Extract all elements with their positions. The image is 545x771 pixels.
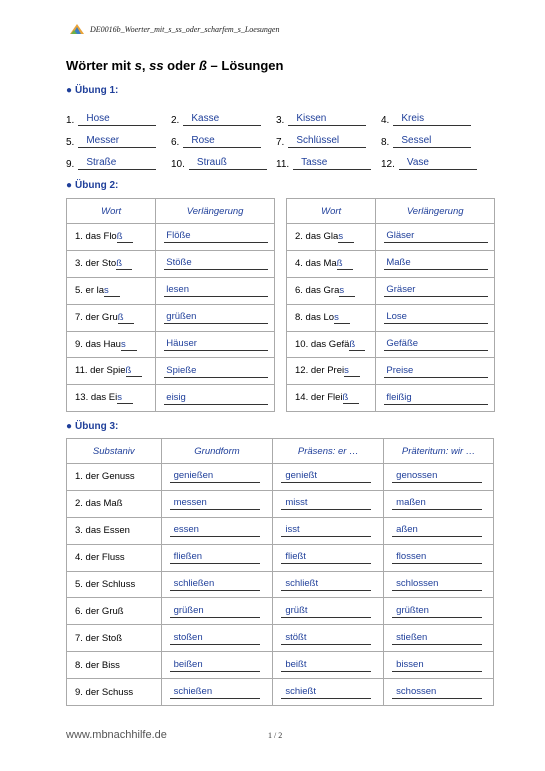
word-cell xyxy=(287,385,376,412)
table-row xyxy=(67,304,275,331)
pres-cell xyxy=(273,490,384,517)
word-cell xyxy=(287,277,376,304)
past-field[interactable]: grüßten xyxy=(392,605,482,618)
answer-field[interactable]: Hose xyxy=(78,113,156,126)
uebung1-row xyxy=(66,152,486,174)
table-row xyxy=(67,652,494,679)
letter-fill-field[interactable]: ß xyxy=(117,232,133,243)
extension-field[interactable]: fleißig xyxy=(384,392,488,405)
past-field[interactable]: stießen xyxy=(392,632,482,645)
answer-field[interactable]: Messer xyxy=(78,135,156,148)
past-cell xyxy=(384,490,494,517)
answer-field[interactable]: Vase xyxy=(399,157,477,170)
pres-field[interactable]: fließt xyxy=(281,551,371,564)
pres-cell xyxy=(273,679,384,706)
letter-fill-field[interactable]: ß xyxy=(126,366,142,377)
noun-cell: 3. das Essen xyxy=(67,517,162,544)
document-id: DE0016b_Woerter_mit_s_ss_oder_scharfem_s_Loesungen xyxy=(90,24,280,34)
table-row xyxy=(67,277,275,304)
noun-cell: 2. das Maß xyxy=(67,490,162,517)
uebung2-table-left xyxy=(66,198,275,412)
table-row xyxy=(67,331,275,358)
past-field[interactable]: schlossen xyxy=(392,578,482,591)
item-number: 6. xyxy=(171,136,180,148)
pres-field[interactable]: isst xyxy=(281,524,371,537)
word-cell xyxy=(287,250,376,277)
table-row xyxy=(287,250,495,277)
section-heading-uebung3: ● Übung 3: xyxy=(66,421,119,432)
base-field[interactable]: essen xyxy=(170,524,260,537)
extension-cell xyxy=(376,358,495,385)
base-cell xyxy=(161,625,273,652)
noun-cell: 7. der Stoß xyxy=(67,625,162,652)
extension-field[interactable]: Flöße xyxy=(164,230,268,243)
uebung1-item xyxy=(381,113,486,126)
letter-fill-field[interactable]: s xyxy=(117,393,133,404)
extension-cell xyxy=(156,358,275,385)
word-cell xyxy=(67,331,156,358)
base-field[interactable]: stoßen xyxy=(170,632,260,645)
extension-field[interactable]: eisig xyxy=(164,392,268,405)
pres-cell xyxy=(273,544,384,571)
extension-field[interactable]: Lose xyxy=(384,311,488,324)
table-row xyxy=(67,250,275,277)
uebung1-item xyxy=(381,157,486,170)
extension-cell xyxy=(376,304,495,331)
section-heading-uebung2: ● Übung 2: xyxy=(66,180,119,191)
uebung1-item xyxy=(276,135,381,148)
table-row xyxy=(287,358,495,385)
pres-cell xyxy=(273,517,384,544)
word-prefix: 6. das Gra xyxy=(295,284,340,296)
past-field[interactable]: flossen xyxy=(392,551,482,564)
page-number: 1 / 2 xyxy=(268,731,283,740)
extension-cell xyxy=(376,250,495,277)
extension-cell xyxy=(376,385,495,412)
word-prefix: 4. das Ma xyxy=(295,257,337,269)
extension-field[interactable]: Gräser xyxy=(384,284,488,297)
uebung3-table xyxy=(66,438,494,706)
item-number: 12. xyxy=(381,158,395,170)
extension-cell xyxy=(376,331,495,358)
base-cell xyxy=(161,517,273,544)
base-field[interactable]: messen xyxy=(170,497,260,510)
extension-cell xyxy=(156,250,275,277)
table-row xyxy=(67,679,494,706)
letter-fill-field[interactable]: s xyxy=(334,313,350,324)
letter-fill-field[interactable]: ß xyxy=(116,259,132,270)
word-cell xyxy=(67,277,156,304)
answer-field[interactable]: Tasse xyxy=(293,157,371,170)
table-row xyxy=(67,517,494,544)
header-wort: Wort xyxy=(67,199,156,224)
uebung1-item xyxy=(171,135,276,148)
item-number: 11. xyxy=(276,158,290,170)
extension-field[interactable]: Gefäße xyxy=(384,338,488,351)
uebung1-item xyxy=(381,135,486,148)
past-cell xyxy=(384,544,494,571)
word-prefix: 2. das Gla xyxy=(295,230,339,242)
answer-field[interactable]: Kissen xyxy=(288,113,366,126)
past-field[interactable]: aßen xyxy=(392,524,482,537)
word-prefix: 9. das Hau xyxy=(75,338,121,350)
base-field[interactable]: schießen xyxy=(170,686,260,699)
letter-fill-field[interactable]: s xyxy=(339,286,355,297)
word-prefix: 11. der Spie xyxy=(75,365,126,377)
document-header xyxy=(70,24,279,34)
item-number: 9. xyxy=(66,158,75,170)
answer-field[interactable]: Strauß xyxy=(189,157,267,170)
extension-cell xyxy=(376,224,495,251)
extension-cell xyxy=(156,304,275,331)
uebung1-item xyxy=(171,113,276,126)
past-cell xyxy=(384,517,494,544)
pres-field[interactable]: genießt xyxy=(281,470,371,483)
pres-field[interactable]: beißt xyxy=(281,659,371,672)
noun-cell: 1. der Genuss xyxy=(67,464,162,491)
extension-field[interactable]: lesen xyxy=(164,284,268,297)
letter-fill-field[interactable]: s xyxy=(104,286,120,297)
letter-fill-field[interactable]: ß xyxy=(343,393,359,404)
table-row xyxy=(67,571,494,598)
word-cell xyxy=(287,358,376,385)
past-cell xyxy=(384,652,494,679)
pres-cell xyxy=(273,625,384,652)
past-field[interactable]: schossen xyxy=(392,686,482,699)
base-cell xyxy=(161,571,273,598)
word-prefix: 12. der Prei xyxy=(295,365,345,377)
word-cell xyxy=(67,304,156,331)
table-row xyxy=(67,385,275,412)
past-cell xyxy=(384,464,494,491)
word-cell xyxy=(67,385,156,412)
table-row xyxy=(67,464,494,491)
word-cell xyxy=(287,331,376,358)
base-cell xyxy=(161,464,273,491)
column-header: Präteritum: wir … xyxy=(384,439,494,464)
uebung1-item xyxy=(66,113,171,126)
word-prefix: 3. der Sto xyxy=(75,257,117,269)
column-header: Substaniv xyxy=(67,439,162,464)
table-row xyxy=(287,224,495,251)
word-cell xyxy=(287,224,376,251)
noun-cell: 9. der Schuss xyxy=(67,679,162,706)
section-heading-uebung1: ● Übung 1: xyxy=(66,85,119,96)
answer-field[interactable]: Kasse xyxy=(183,113,261,126)
pres-field[interactable]: schießt xyxy=(281,686,371,699)
word-prefix: 14. der Flei xyxy=(295,392,343,404)
answer-field[interactable]: Rose xyxy=(183,135,261,148)
title-oder: oder xyxy=(163,58,199,73)
uebung1-item xyxy=(276,113,381,126)
letter-fill-field[interactable]: ß xyxy=(349,340,365,351)
table-row xyxy=(287,385,495,412)
noun-cell: 5. der Schluss xyxy=(67,571,162,598)
pres-field[interactable]: stößt xyxy=(281,632,371,645)
uebung1-row xyxy=(66,108,486,130)
uebung1-grid xyxy=(66,108,486,174)
noun-cell: 8. der Biss xyxy=(67,652,162,679)
title-ss: ss xyxy=(149,58,164,73)
section-label: Übung 2: xyxy=(75,180,119,191)
pres-field[interactable]: grüßt xyxy=(281,605,371,618)
uebung1-item xyxy=(66,135,171,148)
base-field[interactable]: fließen xyxy=(170,551,260,564)
word-prefix: 1. das Flo xyxy=(75,230,117,242)
footer-url: www.mbnachhilfe.de xyxy=(66,729,167,741)
noun-cell: 4. der Fluss xyxy=(67,544,162,571)
extension-cell xyxy=(156,277,275,304)
pres-cell xyxy=(273,571,384,598)
base-field[interactable]: genießen xyxy=(170,470,260,483)
pres-cell xyxy=(273,598,384,625)
word-prefix: 13. das Ei xyxy=(75,392,118,404)
answer-field[interactable]: Sessel xyxy=(393,135,471,148)
extension-cell xyxy=(156,331,275,358)
pres-cell xyxy=(273,652,384,679)
extension-field[interactable]: Häuser xyxy=(164,338,268,351)
letter-fill-field[interactable]: s xyxy=(338,232,354,243)
column-header: Präsens: er … xyxy=(273,439,384,464)
header-verlaengerung: Verlängerung xyxy=(156,199,275,224)
word-cell xyxy=(287,304,376,331)
table-row xyxy=(67,544,494,571)
letter-fill-field[interactable]: ß xyxy=(118,313,134,324)
section-label: Übung 1: xyxy=(75,85,119,96)
uebung1-row xyxy=(66,130,486,152)
extension-field[interactable]: Spieße xyxy=(164,365,268,378)
pres-field[interactable]: misst xyxy=(281,497,371,510)
item-number: 2. xyxy=(171,114,180,126)
title-comma: , xyxy=(141,58,150,73)
base-cell xyxy=(161,490,273,517)
title-s: s xyxy=(134,58,142,73)
past-field[interactable]: maßen xyxy=(392,497,482,510)
logo-icon xyxy=(70,24,84,34)
base-cell xyxy=(161,598,273,625)
extension-field[interactable]: Maße xyxy=(384,257,488,270)
table-row xyxy=(287,304,495,331)
header-verlaengerung: Verlängerung xyxy=(376,199,495,224)
base-cell xyxy=(161,544,273,571)
answer-field[interactable]: Straße xyxy=(78,157,156,170)
item-number: 7. xyxy=(276,136,285,148)
past-cell xyxy=(384,571,494,598)
table-row xyxy=(67,358,275,385)
page-title xyxy=(66,58,283,73)
uebung1-item xyxy=(276,157,381,170)
base-field[interactable]: grüßen xyxy=(170,605,260,618)
past-field[interactable]: bissen xyxy=(392,659,482,672)
extension-field[interactable]: grüßen xyxy=(164,311,268,324)
word-cell xyxy=(67,250,156,277)
past-cell xyxy=(384,679,494,706)
base-field[interactable]: schließen xyxy=(170,578,260,591)
letter-fill-field[interactable]: s xyxy=(344,366,360,377)
title-part: Wörter mit xyxy=(66,58,135,73)
item-number: 1. xyxy=(66,114,75,126)
extension-field[interactable]: Stöße xyxy=(164,257,268,270)
title-rest: – Lösungen xyxy=(206,58,284,73)
pres-field[interactable]: schließt xyxy=(281,578,371,591)
table-row xyxy=(67,625,494,652)
word-cell xyxy=(67,358,156,385)
past-cell xyxy=(384,625,494,652)
word-prefix: 5. er la xyxy=(75,284,105,296)
noun-cell: 6. der Gruß xyxy=(67,598,162,625)
past-field[interactable]: genossen xyxy=(392,470,482,483)
table-row xyxy=(67,598,494,625)
word-prefix: 7. der Gru xyxy=(75,311,118,323)
letter-fill-field[interactable]: ß xyxy=(337,259,353,270)
section-label: Übung 3: xyxy=(75,421,119,432)
answer-field[interactable]: Kreis xyxy=(393,113,471,126)
word-prefix: 10. das Gefä xyxy=(295,338,350,350)
letter-fill-field[interactable]: s xyxy=(121,340,137,351)
uebung1-item xyxy=(171,157,276,170)
extension-cell xyxy=(156,385,275,412)
answer-field[interactable]: Schlüssel xyxy=(288,135,366,148)
extension-cell xyxy=(156,224,275,251)
base-cell xyxy=(161,652,273,679)
item-number: 10. xyxy=(171,158,185,170)
header-wort: Wort xyxy=(287,199,376,224)
uebung2-table-right xyxy=(286,198,495,412)
word-cell xyxy=(67,224,156,251)
past-cell xyxy=(384,598,494,625)
item-number: 3. xyxy=(276,114,285,126)
extension-cell xyxy=(376,277,495,304)
base-cell xyxy=(161,679,273,706)
extension-field[interactable]: Gläser xyxy=(384,230,488,243)
table-row xyxy=(287,331,495,358)
uebung1-item xyxy=(66,157,171,170)
table-row xyxy=(287,277,495,304)
item-number: 4. xyxy=(381,114,390,126)
title-sz: ß xyxy=(198,58,207,73)
extension-field[interactable]: Preise xyxy=(384,365,488,378)
column-header: Grundform xyxy=(161,439,273,464)
base-field[interactable]: beißen xyxy=(170,659,260,672)
table-row xyxy=(67,224,275,251)
item-number: 5. xyxy=(66,136,75,148)
word-prefix: 8. das Lo xyxy=(295,311,335,323)
item-number: 8. xyxy=(381,136,390,148)
table-row xyxy=(67,490,494,517)
pres-cell xyxy=(273,464,384,491)
